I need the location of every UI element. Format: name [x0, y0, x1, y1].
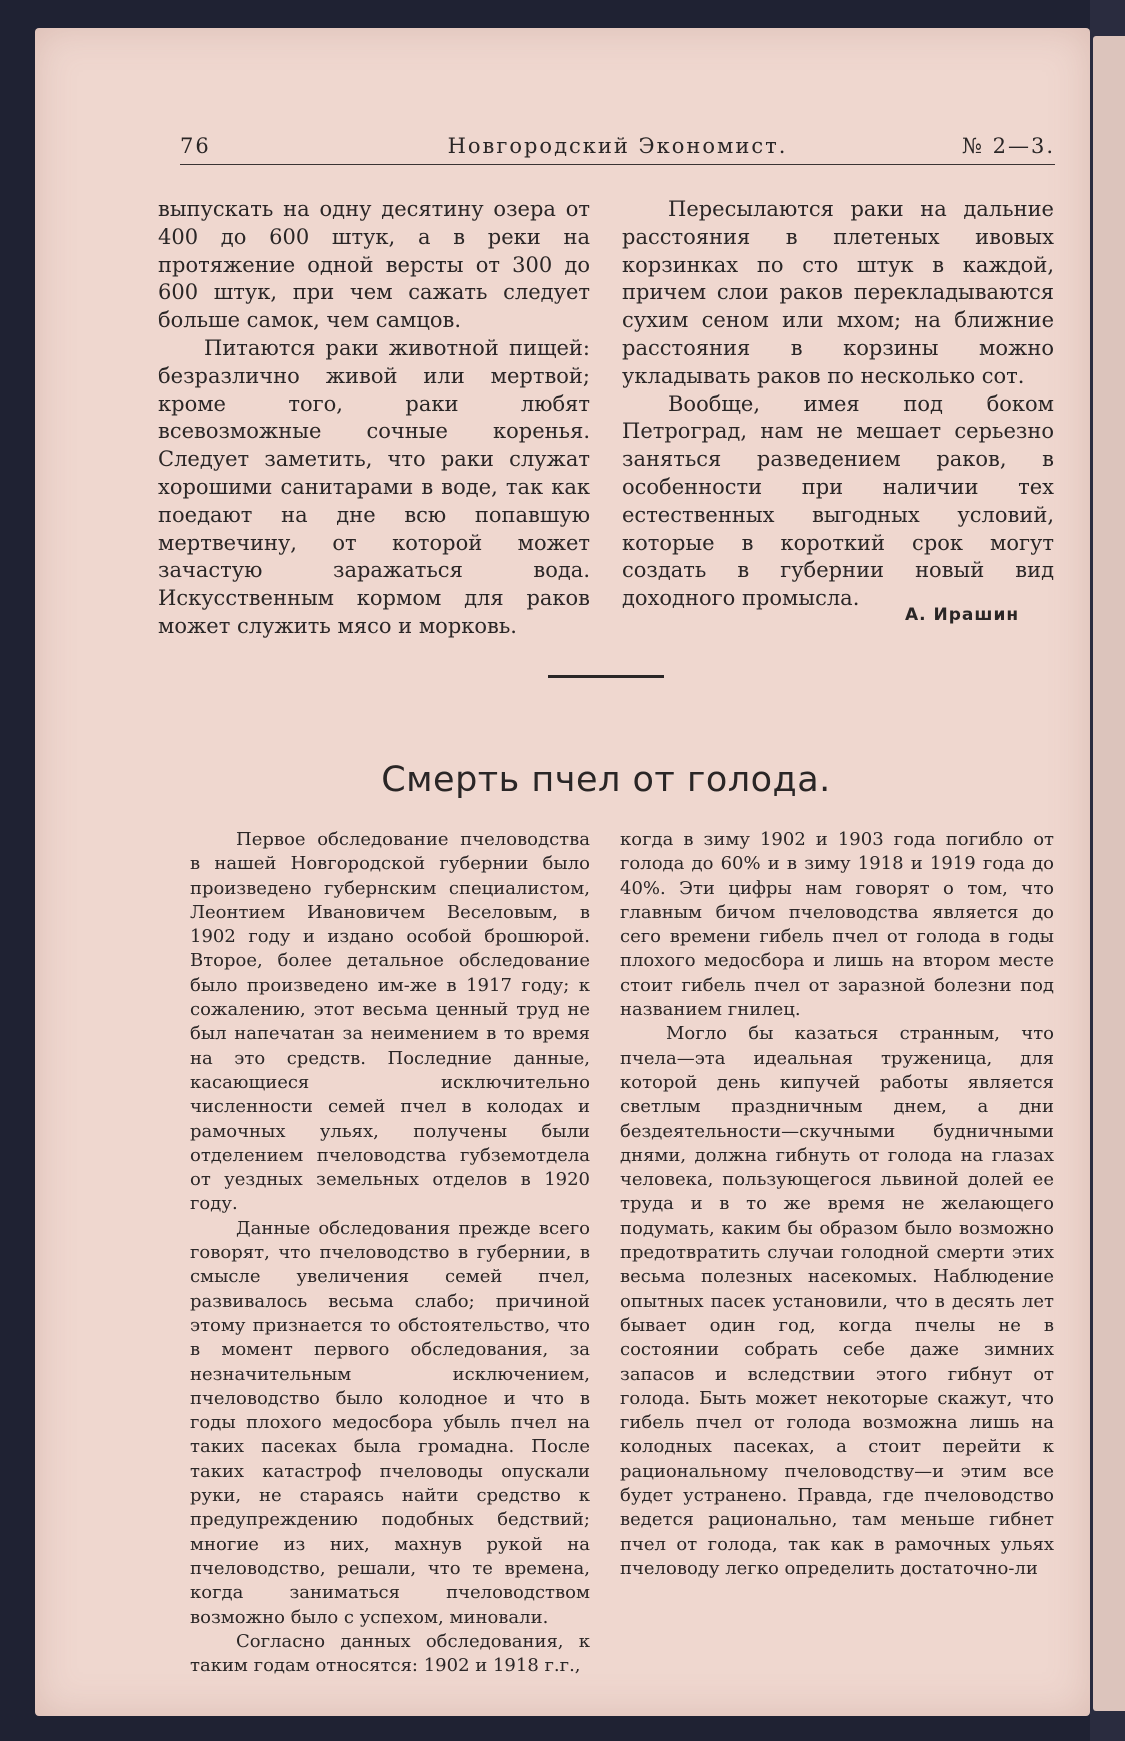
paragraph: Первое обследование пчеловодства в нашей Новгородской губернии было произведено губернским специалистом, Леонтием Ивановичем Веселовым, в 1902 году и издано особой брошюрой. Второе, более детальное обследование было произведено им-же в 1917 году; к сожалению, этот весьма ценный труд не был напечатан за неимением в то время на это средств. Последние данные, касающиеся исключительно численности семей пчел в колодах и рамочных ульях, получены были отделением пчеловодства губземотдела от уездных земельных отделов в 1920 году. — [190, 829, 590, 1215]
running-header — [180, 134, 1055, 165]
issue-number: № 2—3. — [962, 134, 1055, 158]
author-signature: А. Ирашин — [905, 605, 1020, 625]
article-right-column — [620, 828, 1054, 1581]
article-title: Смерть пчел от голода. — [381, 760, 831, 800]
section-divider — [548, 675, 664, 678]
paragraph: Могло бы казаться странным, что пчела—эта идеальная труженица, для которой день кипучей работы является светлым праздничным днем, а дни бездеятельности—скучными будничными днями, должна гибнуть от голода на глазах человека, пользующегося львиной долей ее труда и в то же время не желающего подумать, каким бы образом было возможно предотвратить случаи голодной смерти этих весьма полезных насекомых. Наблюдение опытных пасек установили, что в десять лет бывает один год, когда пчелы не в состоянии собрать себе даже зимних запасов и вследствии этого гибнут от голода. Быть может некоторые скажут, что гибель пчел от голода возможна лишь на колодных пасеках, а стоит перейти к рациональному пчеловодству—и этим все будет устранено. Правда, где пчеловодство ведется рационально, там меньше гибнет пчел от голода, так как в рамочных ульях пчеловоду легко определить достаточно-ли — [620, 1023, 1054, 1579]
paragraph: Пересылаются раки на дальние расстояния в плетеных ивовых корзинках по сто штук в каждой, причем слои раков перекладываются сухим сеном или мхом; на ближние расстояния в корзины можно укладывать раков по несколько сот. — [622, 197, 1054, 388]
paragraph: выпускать на одну десятину озера от 400 до 600 штук, а в реки на протяжение одной версты от 300 до 600 штук, при чем сажать следует больше самок, чем самцов. — [158, 197, 590, 333]
paragraph: когда в зиму 1902 и 1903 года погибло от голода до 60% и в зиму 1918 и 1919 года до 40%. Эти цифры нам говорят о том, что главным бичом пчеловодства является до сего времени гибель пчел от голода в годы плохого медосбора и лишь на втором месте стоит гибель пчел от заразной болезни под названием гнилец. — [620, 829, 1054, 1021]
adjacent-page-edge — [1093, 36, 1125, 1711]
paragraph: Вообще, имея под боком Петроград, нам не мешает серьезно заняться разведением раков, в особенности при наличии тех естественных выгодных условий, которые в короткий срок могут создать в губернии новый вид доходного промысла. — [622, 391, 1054, 611]
paragraph: Согласно данных обследования, к таким годам относятся: 1902 и 1918 г.г., — [190, 1630, 590, 1677]
paragraph: Данные обследования прежде всего говорят, что пчеловодство в губернии, в смысле увеличения семей пчел, развивалось весьма слабо; причиной этому признается то обстоятельство, что в момент первого обследования, за незначительным исключением, пчеловодство было колодное и что в годы плохого медосбора убыль пчел на таких пасеках была громадна. После таких катастроф пчеловоды опускали руки, не стараясь найти средство к предупреждению подобных бедствий; многие из них, махнув рукой на пчеловодство, решали, что те времена, когда заниматься пчеловодством возможно было с успехом, миновали. — [190, 1217, 590, 1628]
page-number: 76 — [180, 134, 211, 158]
journal-title: Новгородский Экономист. — [447, 134, 788, 158]
upper-left-column — [158, 196, 590, 641]
article-left-column — [190, 828, 590, 1678]
upper-right-column — [622, 196, 1054, 613]
paragraph: Питаются раки животной пищей: безразлично живой или мертвой; кроме того, раки любят всевозможные сочные коренья. Следует заметить, что раки служат хорошими санитарами в воде, так как поедают на дне всю попавшую мертвечину, от которой может зачастую заражаться вода. Искусственным кормом для раков может служить мясо и морковь. — [158, 335, 590, 638]
